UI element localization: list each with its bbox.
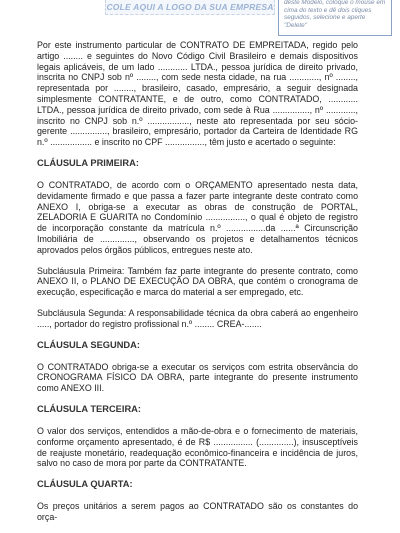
clause-1-text: O CONTRATADO, de acordo com o ORÇAMENTO apresentado nesta data, devidamente firmado e que passa a fazer parte integrante deste contrato como ANEXO I, obriga-se a executar as obras de construção de PORTAL, ZELADORIA E GUARITA no Condomínio ................, o qual é objeto de registro de incorporação constante da matrícula n.º ................da ......ª Circunscrição Imobiliária de .............., observando os projetos e detalhamentos técnicos aprovados pelos órgãos públicos, entregues neste ato.	[37, 179, 358, 255]
clause-3-title: CLÁUSULA TERCEIRA:	[37, 403, 141, 414]
clause-2-text: O CONTRATADO obriga-se a executar os serviços com estrita observância do CRONOGRAMA FÍSICO DA OBRA, parte integrante do presente instrumento como ANEXO III.	[37, 361, 358, 394]
delete-hint-note: deste Modelo, coloque o mouse em cima do texto e dê dois cliques seguidos, selecione e aperte "Delete"	[278, 0, 392, 36]
clause-1-subclause-2: Subcláusula Segunda: A responsabilidade técnica da obra caberá ao engenheiro ....., portador do registro profissional n.º ........ CREA-.......	[37, 307, 358, 329]
clause-4-text: Os preços unitários a serem pagos ao CONTRATADO são os constantes do orça-	[37, 501, 358, 522]
contract-preamble: Por este instrumento particular de CONTRATO DE EMPREITADA, regido pelo artigo ........ e seguintes do Novo Código Civil Brasileiro e demais dispositivos legais aplicáveis, de um lado ............ LTDA., pessoa jurídica de direito privado, inscrita no CNPJ sob nº ........, com sede nesta cidade, na rua ............, nº ........, representada por ........, brasileiro, casado, empresário, a seguir designada simplesmente CONTRATANTE, e de outro, como CONTRATADO, ............ LTDA., pessoa jurídica de direito privado, com sede à Rua ..............., nº ............, inscrito no CNPJ sob n.º ................., neste ato representada por seu sócio-gerente ..............., brasileiro, empresário, portador da Carteira de Identidade RG n.º ................. e inscrito no CPF ................, têm justo e acertado o seguinte:	[37, 40, 358, 148]
clause-4-title: CLÁUSULA QUARTA:	[37, 479, 133, 490]
clause-1-title: CLÁUSULA PRIMEIRA:	[37, 157, 139, 168]
logo-placeholder[interactable]: COLE AQUI A LOGO DA SUA EMPRESA	[105, 0, 275, 15]
clause-2-title: CLÁUSULA SEGUNDA:	[37, 339, 140, 350]
clause-3-text: O valor dos serviços, entendidos a mão-de-obra e o fornecimento de materiais, conforme orçamento apresentado, é de R$ ................ (..............), insusceptíveis de reajuste monetário, readequação econômico-financeira e incidência de juros, salvo no caso de mora por parte da CONTRATANTE.	[37, 425, 358, 469]
clause-1-subclause-1: Subcláusula Primeira: Também faz parte integrante do presente contrato, como ANEXO II, o PLANO DE EXECUÇÃO DA OBRA, que contém o cronograma de execução, especificação e marca do material a ser empregado, etc.	[37, 265, 358, 298]
contract-document	[37, 40, 358, 533]
